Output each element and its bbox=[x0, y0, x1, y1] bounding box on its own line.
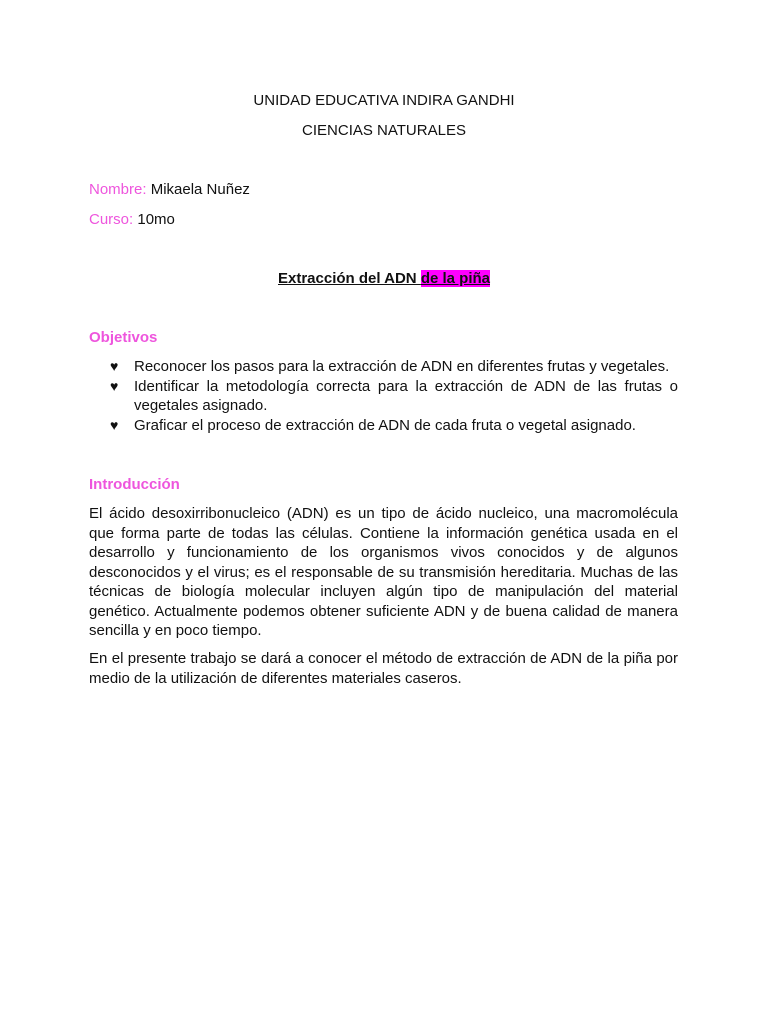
heart-bullet-icon: ♥ bbox=[110, 416, 119, 433]
list-item bbox=[89, 377, 678, 416]
school-name: UNIDAD EDUCATIVA INDIRA GANDHI bbox=[253, 92, 515, 109]
objectives-list bbox=[89, 357, 678, 435]
objective-text: Graficar el proceso de extracción de ADN de cada fruta o vegetal asignado. bbox=[134, 416, 636, 434]
course-line bbox=[89, 210, 175, 230]
title-highlighted-part: de la piña bbox=[420, 270, 490, 287]
subject-name: CIENCIAS NATURALES bbox=[302, 122, 466, 139]
objectives-heading: Objetivos bbox=[89, 329, 158, 346]
course-value: 10mo bbox=[137, 211, 175, 228]
objective-text: Identificar la metodología correcta para la extracción de ADN de las frutas o vegetales asignado. bbox=[134, 377, 678, 414]
introduction-heading: Introducción bbox=[89, 476, 180, 493]
document-title bbox=[0, 269, 768, 289]
heart-bullet-icon: ♥ bbox=[110, 358, 119, 374]
title-part-1: Extracción del ADN bbox=[277, 270, 421, 287]
name-value: Mikaela Nuñez bbox=[150, 181, 250, 198]
course-label: Curso: bbox=[89, 211, 134, 228]
introduction-paragraph: En el presente trabajo se dará a conocer el método de extracción de ADN de la piña por medio de la utilización de diferentes materiales caseros. bbox=[89, 650, 678, 687]
heart-bullet-icon: ♥ bbox=[110, 377, 119, 394]
student-name-line bbox=[89, 180, 250, 200]
list-item bbox=[89, 357, 678, 377]
introduction-paragraph: El ácido desoxirribonucleico (ADN) es un tipo de ácido nucleico, una macromolécula que forma parte de todas las células. Contiene la información genética usada en el desarrollo y funcionamiento de los organismos vivos conocidos y de algunos desconocidos y el virus; es el responsable de su transmisión hereditaria. Muchas de las técnicas de biología molecular incluyen algún tipo de manipulación del material genético. Actualmente podemos obtener suficiente ADN y de buena calidad de manera sencilla y en poco tiempo. bbox=[89, 505, 678, 639]
objective-text: Reconocer los pasos para la extracción de ADN en diferentes frutas y vegetales. bbox=[134, 358, 670, 375]
list-item bbox=[89, 416, 678, 436]
name-label: Nombre: bbox=[89, 181, 147, 198]
